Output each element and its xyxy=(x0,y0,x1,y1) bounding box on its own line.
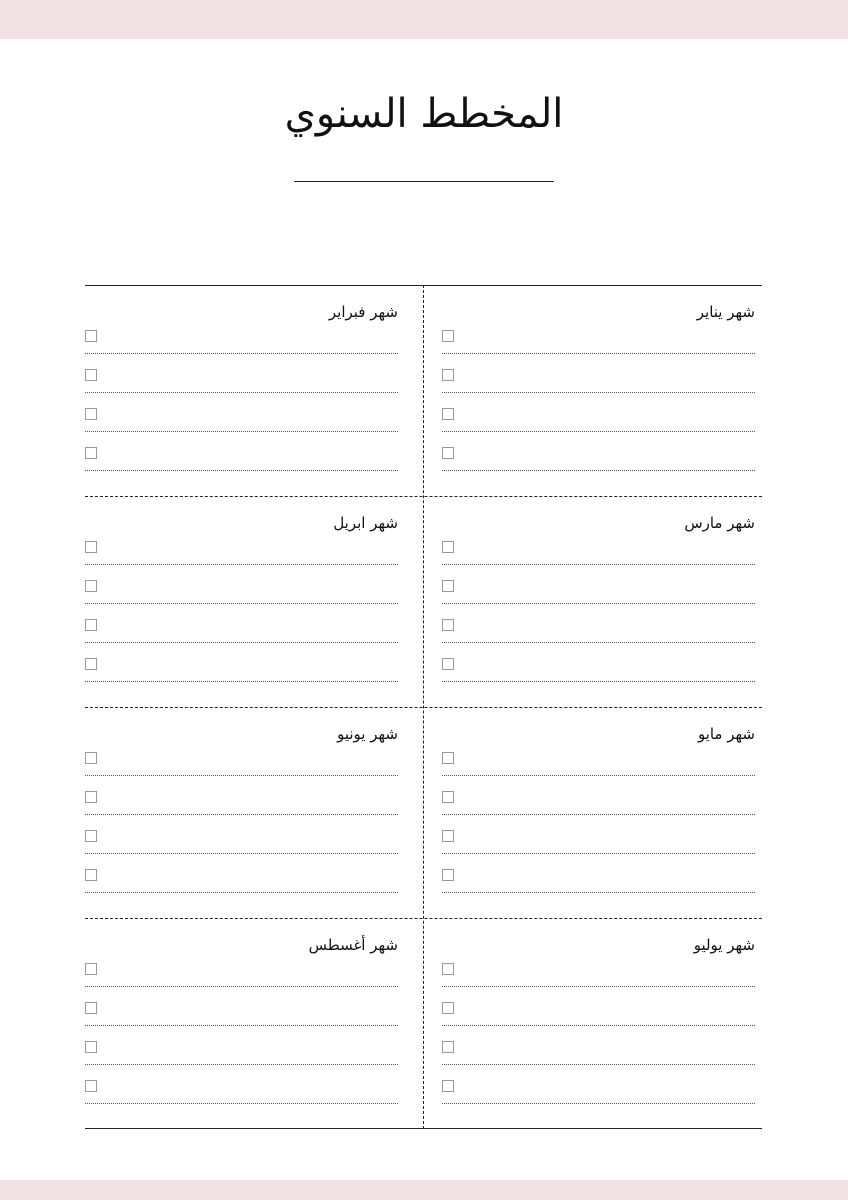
task-row[interactable] xyxy=(85,619,398,643)
task-checkbox[interactable] xyxy=(442,580,454,592)
task-line xyxy=(85,470,398,471)
task-checkbox[interactable] xyxy=(442,541,454,553)
task-checkbox[interactable] xyxy=(85,369,97,381)
task-row[interactable] xyxy=(442,830,755,854)
task-line xyxy=(85,603,398,604)
task-row[interactable] xyxy=(85,869,398,893)
task-line xyxy=(442,603,755,604)
task-checkbox[interactable] xyxy=(442,1041,454,1053)
task-checkbox[interactable] xyxy=(442,1080,454,1092)
month-title: شهر فبراير xyxy=(328,303,398,321)
month-section xyxy=(442,918,755,1129)
task-row[interactable] xyxy=(85,580,398,604)
task-row[interactable] xyxy=(85,830,398,854)
task-line xyxy=(442,814,755,815)
task-checkbox[interactable] xyxy=(85,580,97,592)
task-line xyxy=(85,431,398,432)
month-section xyxy=(85,918,398,1129)
task-line xyxy=(442,564,755,565)
task-line xyxy=(442,1103,755,1104)
task-checkbox[interactable] xyxy=(442,447,454,459)
task-checkbox[interactable] xyxy=(85,1041,97,1053)
task-row[interactable] xyxy=(442,869,755,893)
task-row[interactable] xyxy=(442,1041,755,1065)
task-checkbox[interactable] xyxy=(442,619,454,631)
task-checkbox[interactable] xyxy=(85,541,97,553)
task-row[interactable] xyxy=(442,1002,755,1026)
task-checkbox[interactable] xyxy=(442,1002,454,1014)
task-line xyxy=(442,775,755,776)
task-line xyxy=(442,892,755,893)
task-row[interactable] xyxy=(442,658,755,682)
task-line xyxy=(85,353,398,354)
task-line xyxy=(442,353,755,354)
task-row[interactable] xyxy=(85,541,398,565)
task-checkbox[interactable] xyxy=(442,830,454,842)
month-section xyxy=(85,707,398,918)
task-row[interactable] xyxy=(442,791,755,815)
task-line xyxy=(442,1064,755,1065)
month-title: شهر يوليو xyxy=(693,936,755,954)
task-checkbox[interactable] xyxy=(442,869,454,881)
month-section xyxy=(85,496,398,707)
task-row[interactable] xyxy=(442,447,755,471)
month-title: شهر أغسطس xyxy=(308,936,398,954)
task-line xyxy=(85,892,398,893)
task-line xyxy=(442,392,755,393)
task-row[interactable] xyxy=(85,791,398,815)
task-row[interactable] xyxy=(85,658,398,682)
task-row[interactable] xyxy=(85,1041,398,1065)
page-title: المخطط السنوي xyxy=(284,91,564,137)
task-row[interactable] xyxy=(442,580,755,604)
task-checkbox[interactable] xyxy=(442,658,454,670)
task-checkbox[interactable] xyxy=(442,963,454,975)
task-line xyxy=(85,1064,398,1065)
task-row[interactable] xyxy=(85,447,398,471)
task-row[interactable] xyxy=(442,619,755,643)
task-checkbox[interactable] xyxy=(85,752,97,764)
task-line xyxy=(85,814,398,815)
task-line xyxy=(85,986,398,987)
task-line xyxy=(85,1103,398,1104)
task-checkbox[interactable] xyxy=(85,658,97,670)
top-accent-band xyxy=(0,0,848,39)
task-checkbox[interactable] xyxy=(85,1002,97,1014)
task-line xyxy=(85,564,398,565)
task-line xyxy=(85,642,398,643)
task-checkbox[interactable] xyxy=(85,1080,97,1092)
task-row[interactable] xyxy=(85,408,398,432)
task-checkbox[interactable] xyxy=(85,963,97,975)
task-checkbox[interactable] xyxy=(442,369,454,381)
task-line xyxy=(85,392,398,393)
task-line xyxy=(442,642,755,643)
task-row[interactable] xyxy=(442,408,755,432)
task-row[interactable] xyxy=(442,963,755,987)
task-line xyxy=(442,986,755,987)
month-section xyxy=(442,496,755,707)
task-line xyxy=(85,775,398,776)
task-line xyxy=(442,681,755,682)
task-checkbox[interactable] xyxy=(442,791,454,803)
task-checkbox[interactable] xyxy=(442,408,454,420)
task-row[interactable] xyxy=(442,752,755,776)
task-row[interactable] xyxy=(85,963,398,987)
task-line xyxy=(85,853,398,854)
task-row[interactable] xyxy=(85,330,398,354)
task-line xyxy=(442,1025,755,1026)
task-row[interactable] xyxy=(85,752,398,776)
task-line xyxy=(442,431,755,432)
task-checkbox[interactable] xyxy=(85,408,97,420)
task-row[interactable] xyxy=(442,1080,755,1104)
title-underline xyxy=(294,181,554,182)
task-checkbox[interactable] xyxy=(85,791,97,803)
month-title: شهر ابريل xyxy=(333,514,398,532)
month-title: شهر يناير xyxy=(696,303,755,321)
task-row[interactable] xyxy=(442,541,755,565)
month-title: شهر يونيو xyxy=(337,725,398,743)
task-line xyxy=(85,1025,398,1026)
task-line xyxy=(85,681,398,682)
task-checkbox[interactable] xyxy=(85,619,97,631)
month-section xyxy=(85,285,398,496)
task-checkbox[interactable] xyxy=(85,830,97,842)
task-row[interactable] xyxy=(85,369,398,393)
month-title: شهر مارس xyxy=(684,514,755,532)
task-row[interactable] xyxy=(442,330,755,354)
task-checkbox[interactable] xyxy=(85,330,97,342)
task-checkbox[interactable] xyxy=(442,752,454,764)
task-row[interactable] xyxy=(85,1080,398,1104)
task-line xyxy=(442,853,755,854)
task-checkbox[interactable] xyxy=(85,447,97,459)
month-section xyxy=(442,707,755,918)
task-checkbox[interactable] xyxy=(85,869,97,881)
task-row[interactable] xyxy=(85,1002,398,1026)
month-title: شهر مايو xyxy=(697,725,755,743)
task-checkbox[interactable] xyxy=(442,330,454,342)
task-line xyxy=(442,470,755,471)
bottom-accent-band xyxy=(0,1180,848,1200)
month-section xyxy=(442,285,755,496)
task-row[interactable] xyxy=(442,369,755,393)
